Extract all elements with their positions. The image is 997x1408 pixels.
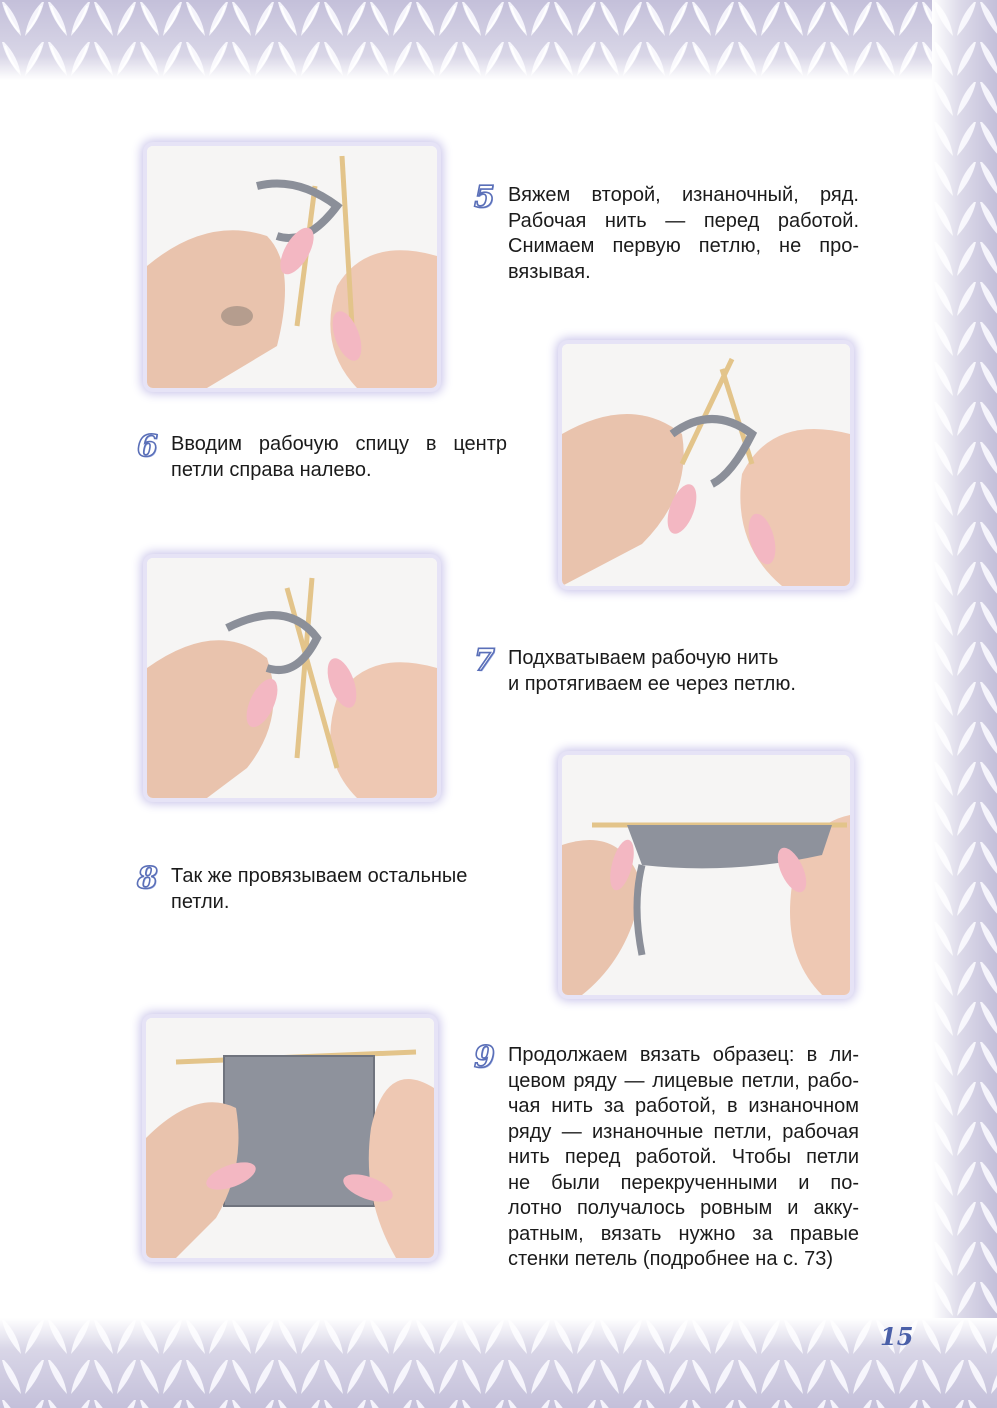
- step-8: [137, 861, 507, 915]
- step-line: и протягиваем ее через петлю.: [508, 672, 796, 695]
- step-line: Подхватываем рабочую нить: [508, 647, 779, 669]
- step-text: [171, 432, 507, 483]
- step-number: 6: [137, 429, 158, 464]
- hands-knit-row-photo: [562, 755, 850, 995]
- step-line: Вяжем второй, изнаночный, ряд.: [508, 184, 859, 206]
- step-line: ратным, вязать нужно за правые: [508, 1222, 859, 1245]
- step-number: 7: [474, 643, 495, 678]
- photo-step-6: [562, 344, 850, 586]
- step-line: лотно получалось ровным и акку-: [508, 1197, 859, 1219]
- step-line: цевом ряду — лицевые петли, рабо-: [508, 1069, 859, 1092]
- step-text: [508, 1043, 859, 1273]
- page-number: 15: [880, 1322, 914, 1351]
- step-line: чая нить за работой, в изнаночном: [508, 1095, 859, 1117]
- step-line: Снимаем первую петлю, не про-: [508, 235, 859, 257]
- step-line: нить перед работой. Чтобы петли: [508, 1146, 859, 1168]
- step-line: петли.: [171, 890, 230, 913]
- step-line: Вводим рабочую спицу в центр: [171, 433, 507, 455]
- hands-purl-second-row-photo: [147, 146, 437, 388]
- photo-step-9: [146, 1018, 434, 1258]
- step-line: петли справа налево.: [171, 458, 372, 481]
- step-6: [137, 429, 507, 483]
- step-number: 5: [474, 180, 495, 215]
- step-line: не были перекрученными и по-: [508, 1171, 859, 1194]
- step-line: Продолжаем вязать образец: в ли-: [508, 1044, 859, 1066]
- photo-step-8: [562, 755, 850, 995]
- step-line: стенки петель (подробнее на с. 73): [508, 1248, 834, 1270]
- knit-pattern-bottom: [0, 1318, 997, 1408]
- step-number: 9: [474, 1040, 495, 1075]
- step-9: [474, 1040, 859, 1273]
- step-7: [474, 643, 859, 697]
- step-text: [508, 646, 859, 697]
- hands-insert-needle-photo: [562, 344, 850, 586]
- step-5: [474, 180, 859, 285]
- step-line: Так же провязываем остальные: [171, 865, 468, 887]
- step-line: Рабочая нить — перед работой.: [508, 209, 859, 232]
- photo-step-7: [147, 558, 437, 798]
- knit-pattern-right: [932, 0, 997, 1408]
- step-line: вязывая.: [508, 260, 591, 283]
- step-text: [171, 864, 507, 915]
- photo-step-5: [147, 146, 437, 388]
- step-line: ряду — изнаночные петли, рабочая: [508, 1120, 859, 1143]
- knit-border-bottom: [0, 1318, 997, 1408]
- knit-border-right: [932, 0, 997, 1408]
- knit-border-top: [0, 0, 997, 80]
- step-number: 8: [137, 861, 158, 896]
- hands-pull-yarn-through-photo: [147, 558, 437, 798]
- knitted-sample-photo: [146, 1018, 434, 1258]
- step-text: [508, 183, 859, 285]
- knit-pattern-top: [0, 0, 997, 80]
